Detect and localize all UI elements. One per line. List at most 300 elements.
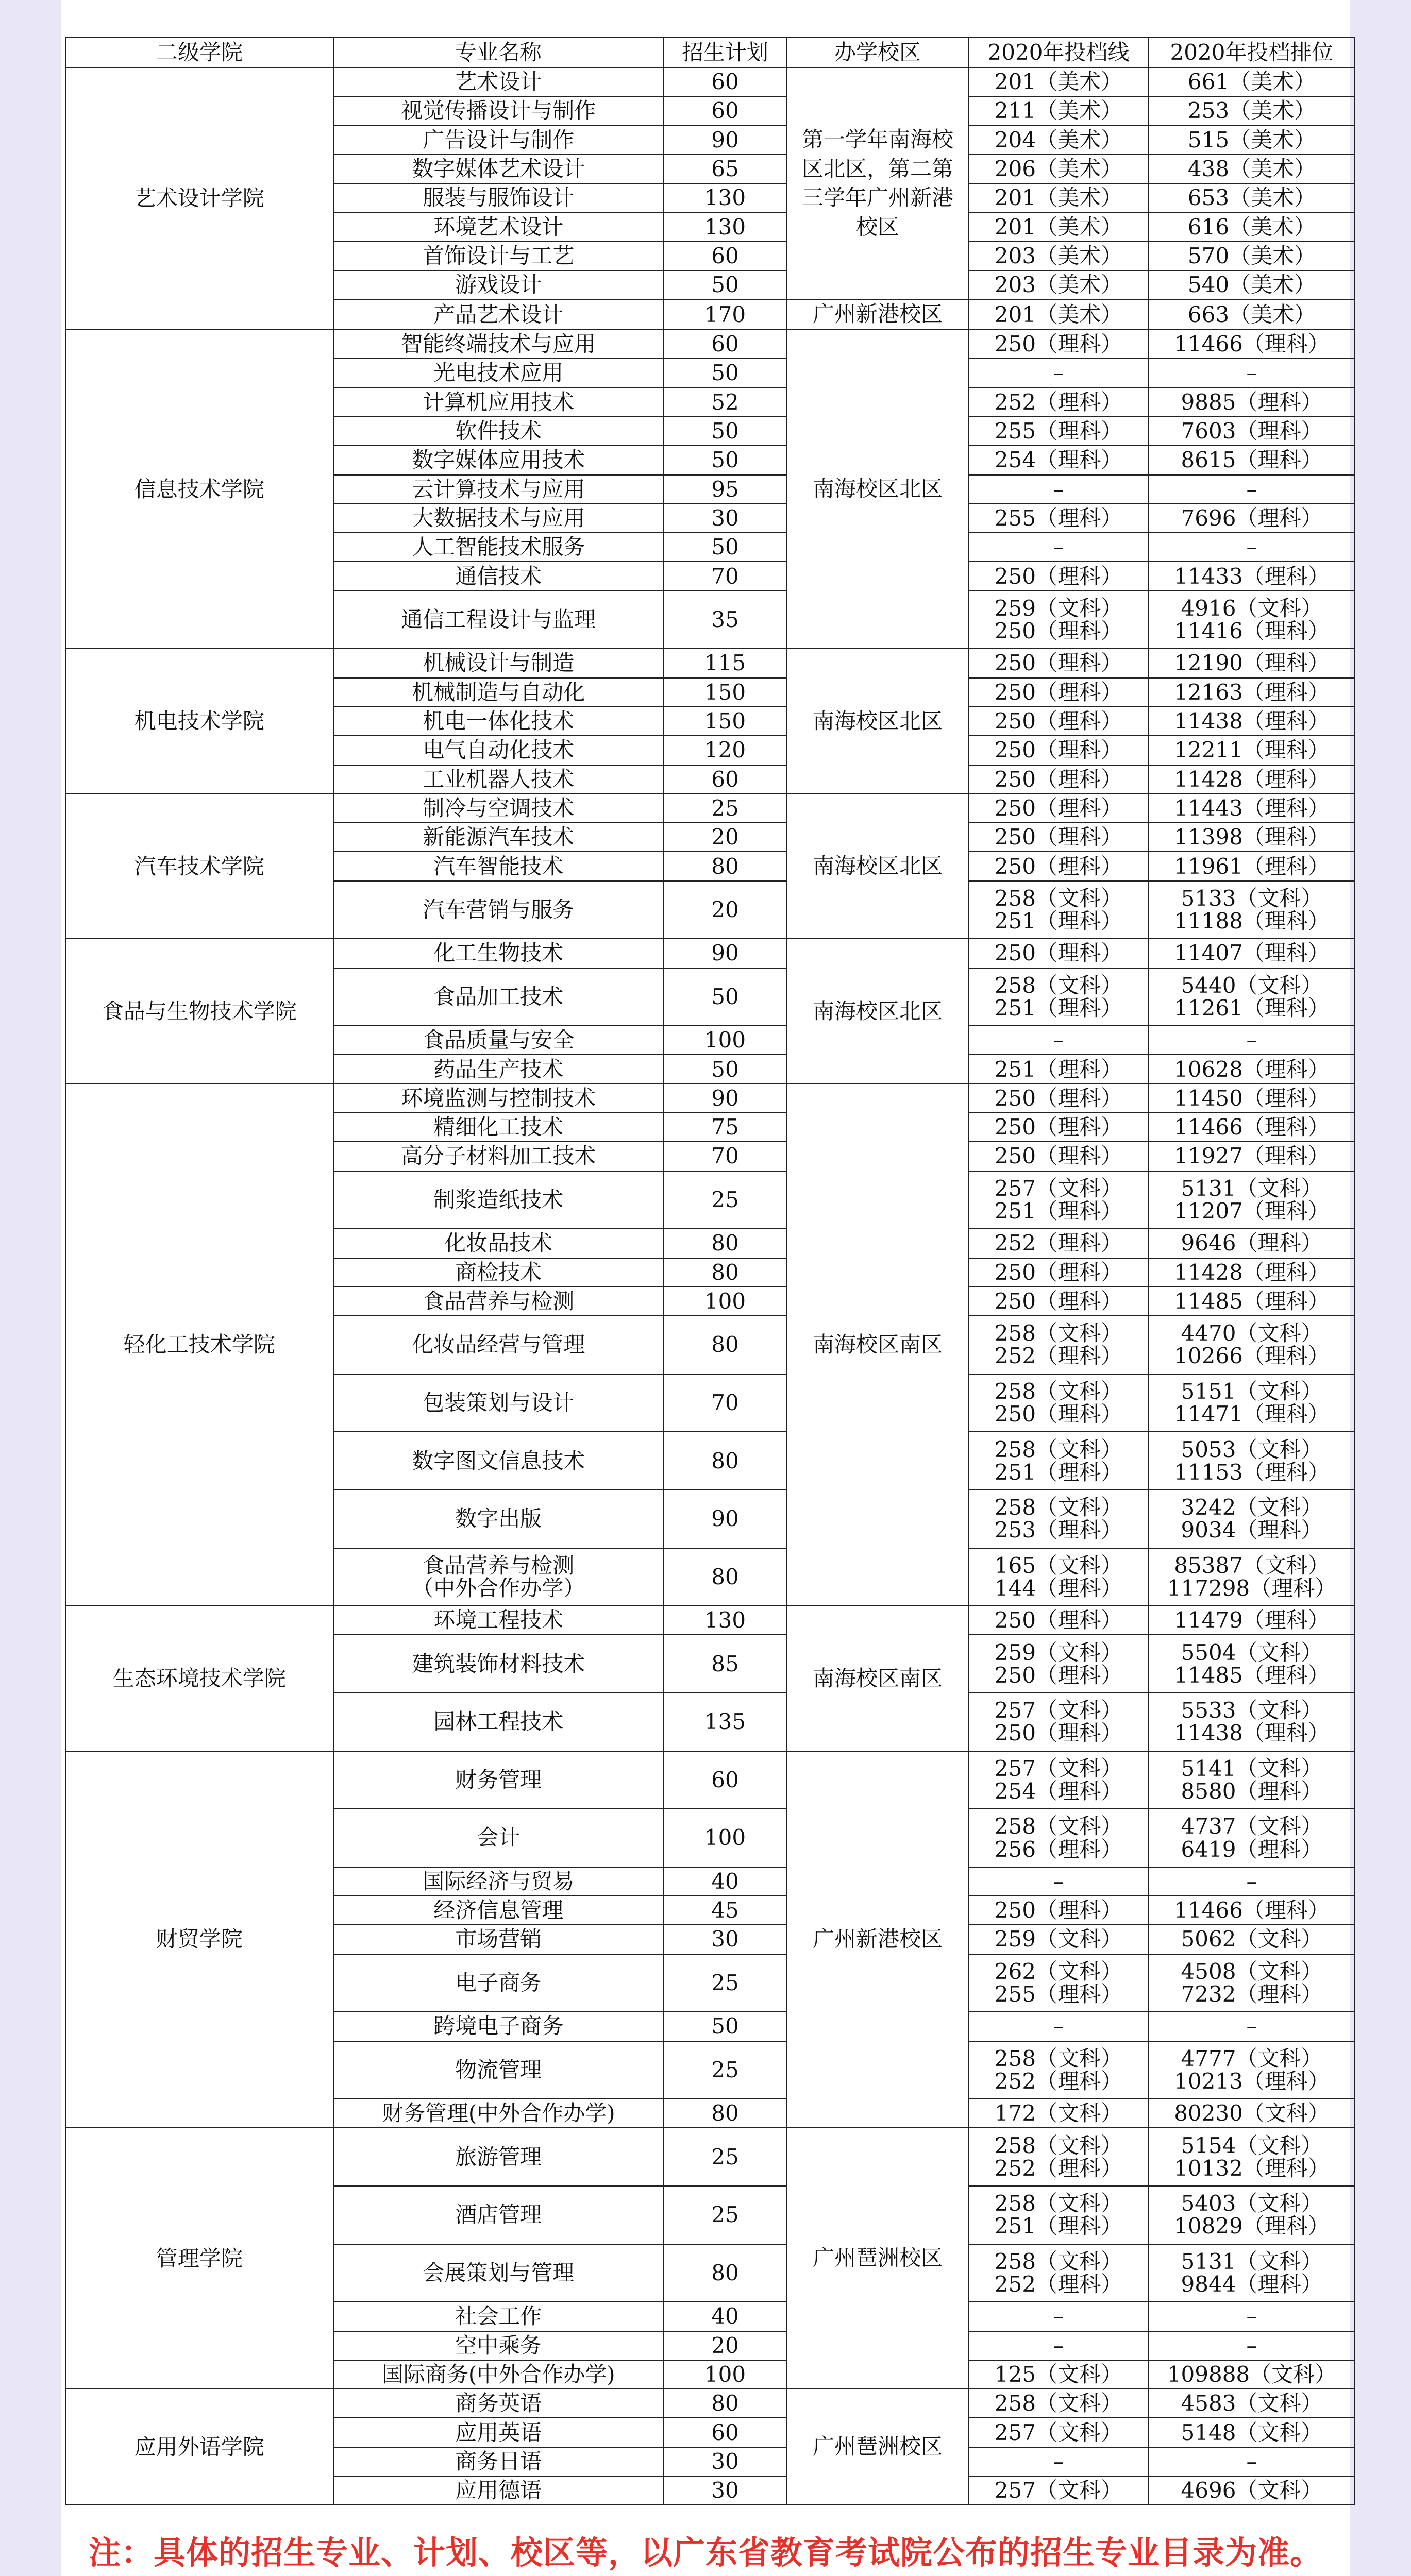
table-row [65,1606,1355,1635]
admission-score [968,881,1149,939]
score-line: 206（美术） [994,156,1123,181]
major-name-line: 环境监测与控制技术 [401,1085,596,1111]
admission-score [968,2012,1149,2041]
rank-line: 117298（理科） [1167,1575,1337,1601]
major-name-line: 包装策划与设计 [423,1390,575,1415]
rank-line: – [1246,2013,1257,2039]
major-name [333,126,663,155]
score-line: 250（理科） [994,1662,1123,1688]
admission-score [968,765,1149,794]
score-line: 250（理科） [994,650,1123,676]
rank-line: 4470（文科） [1181,1320,1323,1346]
major-name-line: 国际商务(中外合作办学) [381,2361,615,2387]
rank-line: 9844（理科） [1181,2271,1323,2297]
enrollment-plan: 50 [663,446,787,474]
admission-rank [1149,1606,1355,1635]
college-name: 汽车技术学院 [65,794,333,939]
score-line: 250（理科） [994,618,1123,644]
major-name [333,330,663,359]
major-name [333,155,663,183]
major-name-line: 财务管理(中外合作办学) [381,2100,615,2126]
score-line: 250（理科） [994,708,1123,734]
campus-name: 广州琶洲校区 [787,2128,968,2389]
rank-line: 4916（文科） [1181,595,1323,621]
major-name [333,1287,663,1316]
rank-line: 10628（理科） [1174,1056,1330,1082]
enrollment-plan: 100 [663,2360,787,2389]
score-line: 256（理科） [994,1836,1123,1862]
enrollment-plan: 25 [663,2128,787,2186]
enrollment-plan: 90 [663,1490,787,1548]
admission-score [968,678,1149,707]
major-name-line: 国际经济与贸易 [423,1868,575,1894]
enrollment-plan: 80 [663,2389,787,2418]
enrollment-plan: 20 [663,881,787,939]
enrollment-plan: 70 [663,562,787,590]
score-line: 250（理科） [994,1288,1123,1314]
college-name: 机电技术学院 [65,649,333,793]
major-name-line: 环境工程技术 [433,1607,564,1633]
admission-rank [1149,155,1355,183]
score-line: – [1053,534,1064,560]
college-name: 信息技术学院 [65,330,333,649]
major-name [333,96,663,125]
major-name [333,183,663,212]
rank-line: 6419（理科） [1181,1836,1323,1862]
major-name [333,1606,663,1635]
score-line: 250（理科） [994,795,1123,821]
major-name [333,388,663,417]
rank-line: 11407（理科） [1174,940,1330,966]
admission-rank [1149,591,1355,649]
admission-score [968,388,1149,417]
admission-rank [1149,2128,1355,2186]
admission-score [968,1693,1149,1751]
score-line: 250（理科） [994,766,1123,792]
score-line: 252（理科） [994,2155,1123,2181]
enrollment-plan: 100 [663,1287,787,1316]
major-name [333,1055,663,1083]
admission-rank [1149,939,1355,968]
table-row [65,2128,1355,2186]
major-name [333,1809,663,1867]
admission-score [968,1316,1149,1374]
enrollment-plan: 50 [663,2012,787,2041]
campus-name: 广州新港校区 [787,1751,968,2128]
admission-rank [1149,1113,1355,1142]
score-line: 252（理科） [994,2271,1123,2297]
admission-rank [1149,1055,1355,1083]
major-name [333,2476,663,2505]
admission-rank [1149,183,1355,212]
major-name-line: 制冷与空调技术 [423,795,575,821]
major-name [333,533,663,562]
rank-line: 661（美术） [1187,69,1316,95]
rank-line: 10213（理科） [1174,2068,1330,2094]
college-name: 艺术设计学院 [65,67,333,330]
enrollment-plan: 30 [663,2447,787,2476]
major-name-line: 社会工作 [455,2303,542,2329]
admission-score [968,96,1149,125]
major-name [333,2389,663,2418]
major-name [333,823,663,852]
rank-line: 10132（理科） [1174,2155,1330,2181]
rank-line: 8615（理科） [1181,447,1323,473]
admission-score [968,1432,1149,1490]
score-line: – [1053,2448,1064,2474]
score-line: 250（理科） [994,679,1123,705]
admission-rank [1149,1548,1355,1606]
major-name-line: 市场营销 [455,1926,542,1952]
rank-line: 11438（理科） [1174,708,1330,734]
rank-line: – [1246,2448,1257,2474]
rank-line: 4583（文科） [1181,2391,1323,2416]
admission-rank [1149,1490,1355,1548]
major-name [333,794,663,823]
admission-rank [1149,1316,1355,1374]
score-line: 258（文科） [994,2391,1123,2416]
rank-line: 5504（文科） [1181,1639,1323,1665]
score-line: 250（理科） [994,1401,1123,1427]
major-name [333,1142,663,1171]
enrollment-plan: 150 [663,678,787,707]
enrollment-plan: 60 [663,2418,787,2447]
admission-rank [1149,2447,1355,2476]
admission-score [968,2244,1149,2302]
enrollment-plan: 130 [663,1606,787,1635]
admission-rank [1149,475,1355,504]
admission-score [968,1809,1149,1867]
admission-score [968,475,1149,504]
admission-rank [1149,1925,1355,1954]
rank-line: 5131（文科） [1181,2248,1323,2274]
major-name-line: 高分子材料加工技术 [401,1143,596,1169]
score-line: 257（文科） [994,1755,1123,1781]
score-line: 201（美术） [994,185,1123,211]
admission-score [968,1896,1149,1925]
major-name-line: 首饰设计与工艺 [423,243,575,268]
major-name [333,475,663,504]
admission-score [968,1055,1149,1083]
header-major: 专业名称 [333,38,663,67]
admission-score [968,417,1149,446]
major-name [333,2012,663,2041]
score-line: 165（文科） [994,1552,1123,1578]
major-name-line: 汽车智能技术 [433,853,564,879]
major-name [333,591,663,649]
score-line: 201（美术） [994,214,1123,240]
score-line: 252（理科） [994,1343,1123,1369]
rank-line: 11443（理科） [1174,795,1330,821]
admission-score [968,270,1149,299]
major-name [333,1925,663,1954]
enrollment-plan: 80 [663,1432,787,1490]
major-name-line: 食品营养与检测 [423,1552,575,1578]
major-name-line: 化妆品技术 [444,1230,553,1256]
score-line: – [1053,2332,1064,2358]
major-name [333,446,663,474]
major-name [333,2186,663,2244]
score-line: 252（理科） [994,389,1123,415]
score-line: 250（理科） [994,824,1123,850]
admission-rank [1149,270,1355,299]
admission-score [968,1548,1149,1606]
rank-line: 5062（文科） [1181,1926,1323,1952]
admission-score [968,155,1149,183]
enrollment-plan: 80 [663,852,787,880]
admission-score [968,183,1149,212]
major-name-line: 园林工程技术 [433,1709,564,1735]
rank-line: 85387（文科） [1174,1552,1330,1578]
major-name [333,736,663,765]
enrollment-plan: 90 [663,939,787,968]
major-name-line: 电气自动化技术 [423,737,575,763]
admission-rank [1149,359,1355,387]
campus-name: 南海校区北区 [787,649,968,793]
major-name [333,1229,663,1258]
campus-name: 南海校区北区 [787,939,968,1083]
table-row [65,1751,1355,1809]
admission-score [968,2186,1149,2244]
rank-line: 4777（文科） [1181,2045,1323,2071]
rank-line: 11471（理科） [1174,1401,1330,1427]
admission-rank [1149,1084,1355,1113]
enrollment-plan: 60 [663,765,787,794]
enrollment-plan: 100 [663,1026,787,1055]
rank-line: 11398（理科） [1174,824,1330,850]
table-row [65,330,1355,359]
admission-score [968,1867,1149,1896]
rank-line: 11927（理科） [1174,1143,1330,1169]
major-name-line: 食品质量与安全 [423,1027,575,1053]
enrollment-plan: 60 [663,67,787,96]
admission-score [968,2128,1149,2186]
score-line: 251（理科） [994,1198,1123,1224]
admission-rank [1149,299,1355,330]
major-name-line: 视觉传播设计与制作 [401,98,596,124]
rank-line: 12190（理科） [1174,650,1330,676]
score-line: – [1053,2303,1064,2329]
rank-line: 11479（理科） [1174,1607,1330,1633]
enrollment-plan: 50 [663,1055,787,1083]
score-line: 251（理科） [994,908,1123,934]
enrollment-plan: 90 [663,126,787,155]
score-line: 254（理科） [994,447,1123,473]
admission-rank [1149,823,1355,852]
score-line: 203（美术） [994,272,1123,298]
major-name-line: 电子商务 [455,1970,542,1995]
admission-rank [1149,678,1355,707]
score-line: 250（理科） [994,940,1123,966]
score-line: 252（理科） [994,2068,1123,2094]
score-line: 250（理科） [994,563,1123,589]
admission-score [968,1084,1149,1113]
admission-rank [1149,2476,1355,2505]
major-name-line: 食品营养与检测 [423,1288,575,1314]
rank-line: 10829（理科） [1174,2213,1330,2239]
admission-score [968,2099,1149,2128]
admission-score [968,1229,1149,1258]
footnote: 注：具体的招生专业、计划、校区等，以广东省教育考试院公布的招生专业目录为准。 [88,2534,1322,2571]
rank-line: 438（美术） [1187,156,1316,181]
enrollment-plan: 80 [663,1548,787,1606]
rank-line: 12163（理科） [1174,679,1330,705]
admission-rank [1149,1751,1355,1809]
major-name [333,1693,663,1751]
enrollment-plan: 60 [663,96,787,125]
college-name: 轻化工技术学院 [65,1084,333,1606]
enrollment-plan: 25 [663,2186,787,2244]
rank-line: 11438（理科） [1174,1720,1330,1746]
rank-line: – [1246,476,1257,502]
enrollment-plan: 115 [663,649,787,677]
rank-line: 11261（理科） [1174,995,1330,1021]
major-name-line: 应用英语 [455,2419,542,2445]
admission-rank [1149,1809,1355,1867]
major-name-line: 商检技术 [455,1259,542,1285]
enrollment-plan: 25 [663,1954,787,2012]
major-name [333,1113,663,1142]
major-name-line: 软件技术 [455,418,542,444]
major-name-line: 环境艺术设计 [433,214,564,240]
score-line: 251（理科） [994,2213,1123,2239]
score-line: 252（理科） [994,1230,1123,1256]
major-name-line: 广告设计与制作 [423,127,575,152]
enrollment-plan: 80 [663,1316,787,1374]
rank-line: – [1246,2332,1257,2358]
rank-line: 653（美术） [1187,185,1316,211]
admission-rank [1149,1896,1355,1925]
header-college: 二级学院 [65,38,333,67]
admission-rank [1149,2012,1355,2041]
admission-rank [1149,2418,1355,2447]
major-name [333,242,663,270]
campus-name: 第一学年南海校区北区，第二第三学年广州新港校区 [787,67,968,299]
rank-line: 11428（理科） [1174,766,1330,792]
major-name [333,270,663,299]
campus-name: 广州新港校区 [787,299,968,330]
admission-rank [1149,765,1355,794]
admission-score [968,1635,1149,1693]
rank-line: 663（美术） [1187,301,1316,327]
admission-rank [1149,852,1355,880]
enrollment-plan: 170 [663,299,787,330]
major-name-line: 机电一体化技术 [423,708,575,734]
rank-line: 11466（理科） [1174,1114,1330,1140]
score-line: 201（美术） [994,69,1123,95]
score-line: 250（理科） [994,1114,1123,1140]
score-line: 251（理科） [994,995,1123,1021]
rank-line: 5141（文科） [1181,1755,1323,1781]
admission-score [968,2389,1149,2418]
score-line: 258（文科） [994,1436,1123,1462]
score-line: 250（理科） [994,737,1123,763]
admission-score [968,1171,1149,1229]
rank-line: 11428（理科） [1174,1259,1330,1285]
admission-rank [1149,242,1355,270]
major-name-line: 商务日语 [455,2448,542,2474]
major-name-line: 数字媒体艺术设计 [412,156,585,181]
score-line: 251（理科） [994,1056,1123,1082]
rank-line: 5053（文科） [1181,1436,1323,1462]
rank-line: 11153（理科） [1174,1459,1330,1485]
admission-score [968,242,1149,270]
enrollment-plan: 50 [663,968,787,1026]
score-line: 257（文科） [994,2419,1123,2445]
major-name-line: 汽车营销与服务 [423,896,575,922]
rank-line: – [1246,360,1257,386]
rank-line: 11485（理科） [1174,1662,1330,1688]
major-name [333,1432,663,1490]
college-name: 生态环境技术学院 [65,1606,333,1751]
table-row [65,939,1355,968]
score-line: 262（文科） [994,1958,1123,1984]
major-name [333,1548,663,1606]
score-line: 258（文科） [994,2132,1123,2158]
score-line: 258（文科） [994,972,1123,998]
admission-rank [1149,1258,1355,1287]
major-name [333,881,663,939]
major-name [333,678,663,707]
rank-line: 515（美术） [1187,127,1316,152]
score-line: 257（文科） [994,2478,1123,2503]
admission-rank [1149,1954,1355,2012]
admission-rank [1149,417,1355,446]
rank-line: 7603（理科） [1181,418,1323,444]
major-name-line: 跨境电子商务 [433,2013,564,2039]
admission-rank [1149,533,1355,562]
rank-line: 11485（理科） [1174,1288,1330,1314]
enrollment-plan: 50 [663,533,787,562]
rank-line: – [1246,2303,1257,2329]
rank-line: 7232（理科） [1181,1981,1323,2007]
college-name: 财贸学院 [65,1751,333,2128]
score-line: 201（美术） [994,301,1123,327]
enrollment-plan: 30 [663,2476,787,2505]
enrollment-plan: 25 [663,2041,787,2099]
admission-rank [1149,707,1355,736]
admission-score [968,67,1149,96]
header-score: 2020年投档线 [968,38,1149,67]
score-line: 203（美术） [994,243,1123,268]
major-name-line: 药品生产技术 [433,1056,564,1082]
rank-line: 5533（文科） [1181,1698,1323,1723]
score-line: 250（理科） [994,1085,1123,1111]
admission-score [968,299,1149,330]
enrollment-plan: 50 [663,270,787,299]
rank-line: 9885（理科） [1181,389,1323,415]
admission-rank [1149,881,1355,939]
score-line: 253（理科） [994,1517,1123,1543]
college-name: 管理学院 [65,2128,333,2389]
admission-rank [1149,736,1355,765]
major-name-line: 工业机器人技术 [423,766,575,792]
admission-score [968,533,1149,562]
rank-line: 4508（文科） [1181,1958,1323,1984]
admission-rank [1149,562,1355,590]
admission-rank [1149,1171,1355,1229]
admission-score [968,330,1149,359]
major-name-line: 服装与服饰设计 [423,185,575,211]
score-line: 258（文科） [994,1378,1123,1404]
major-name [333,2244,663,2302]
table-row [65,67,1355,96]
score-line: 255（理科） [994,505,1123,531]
admission-score [968,823,1149,852]
rank-line: 5154（文科） [1181,2132,1323,2158]
score-line: 254（理科） [994,1778,1123,1804]
college-name: 食品与生物技术学院 [65,939,333,1083]
